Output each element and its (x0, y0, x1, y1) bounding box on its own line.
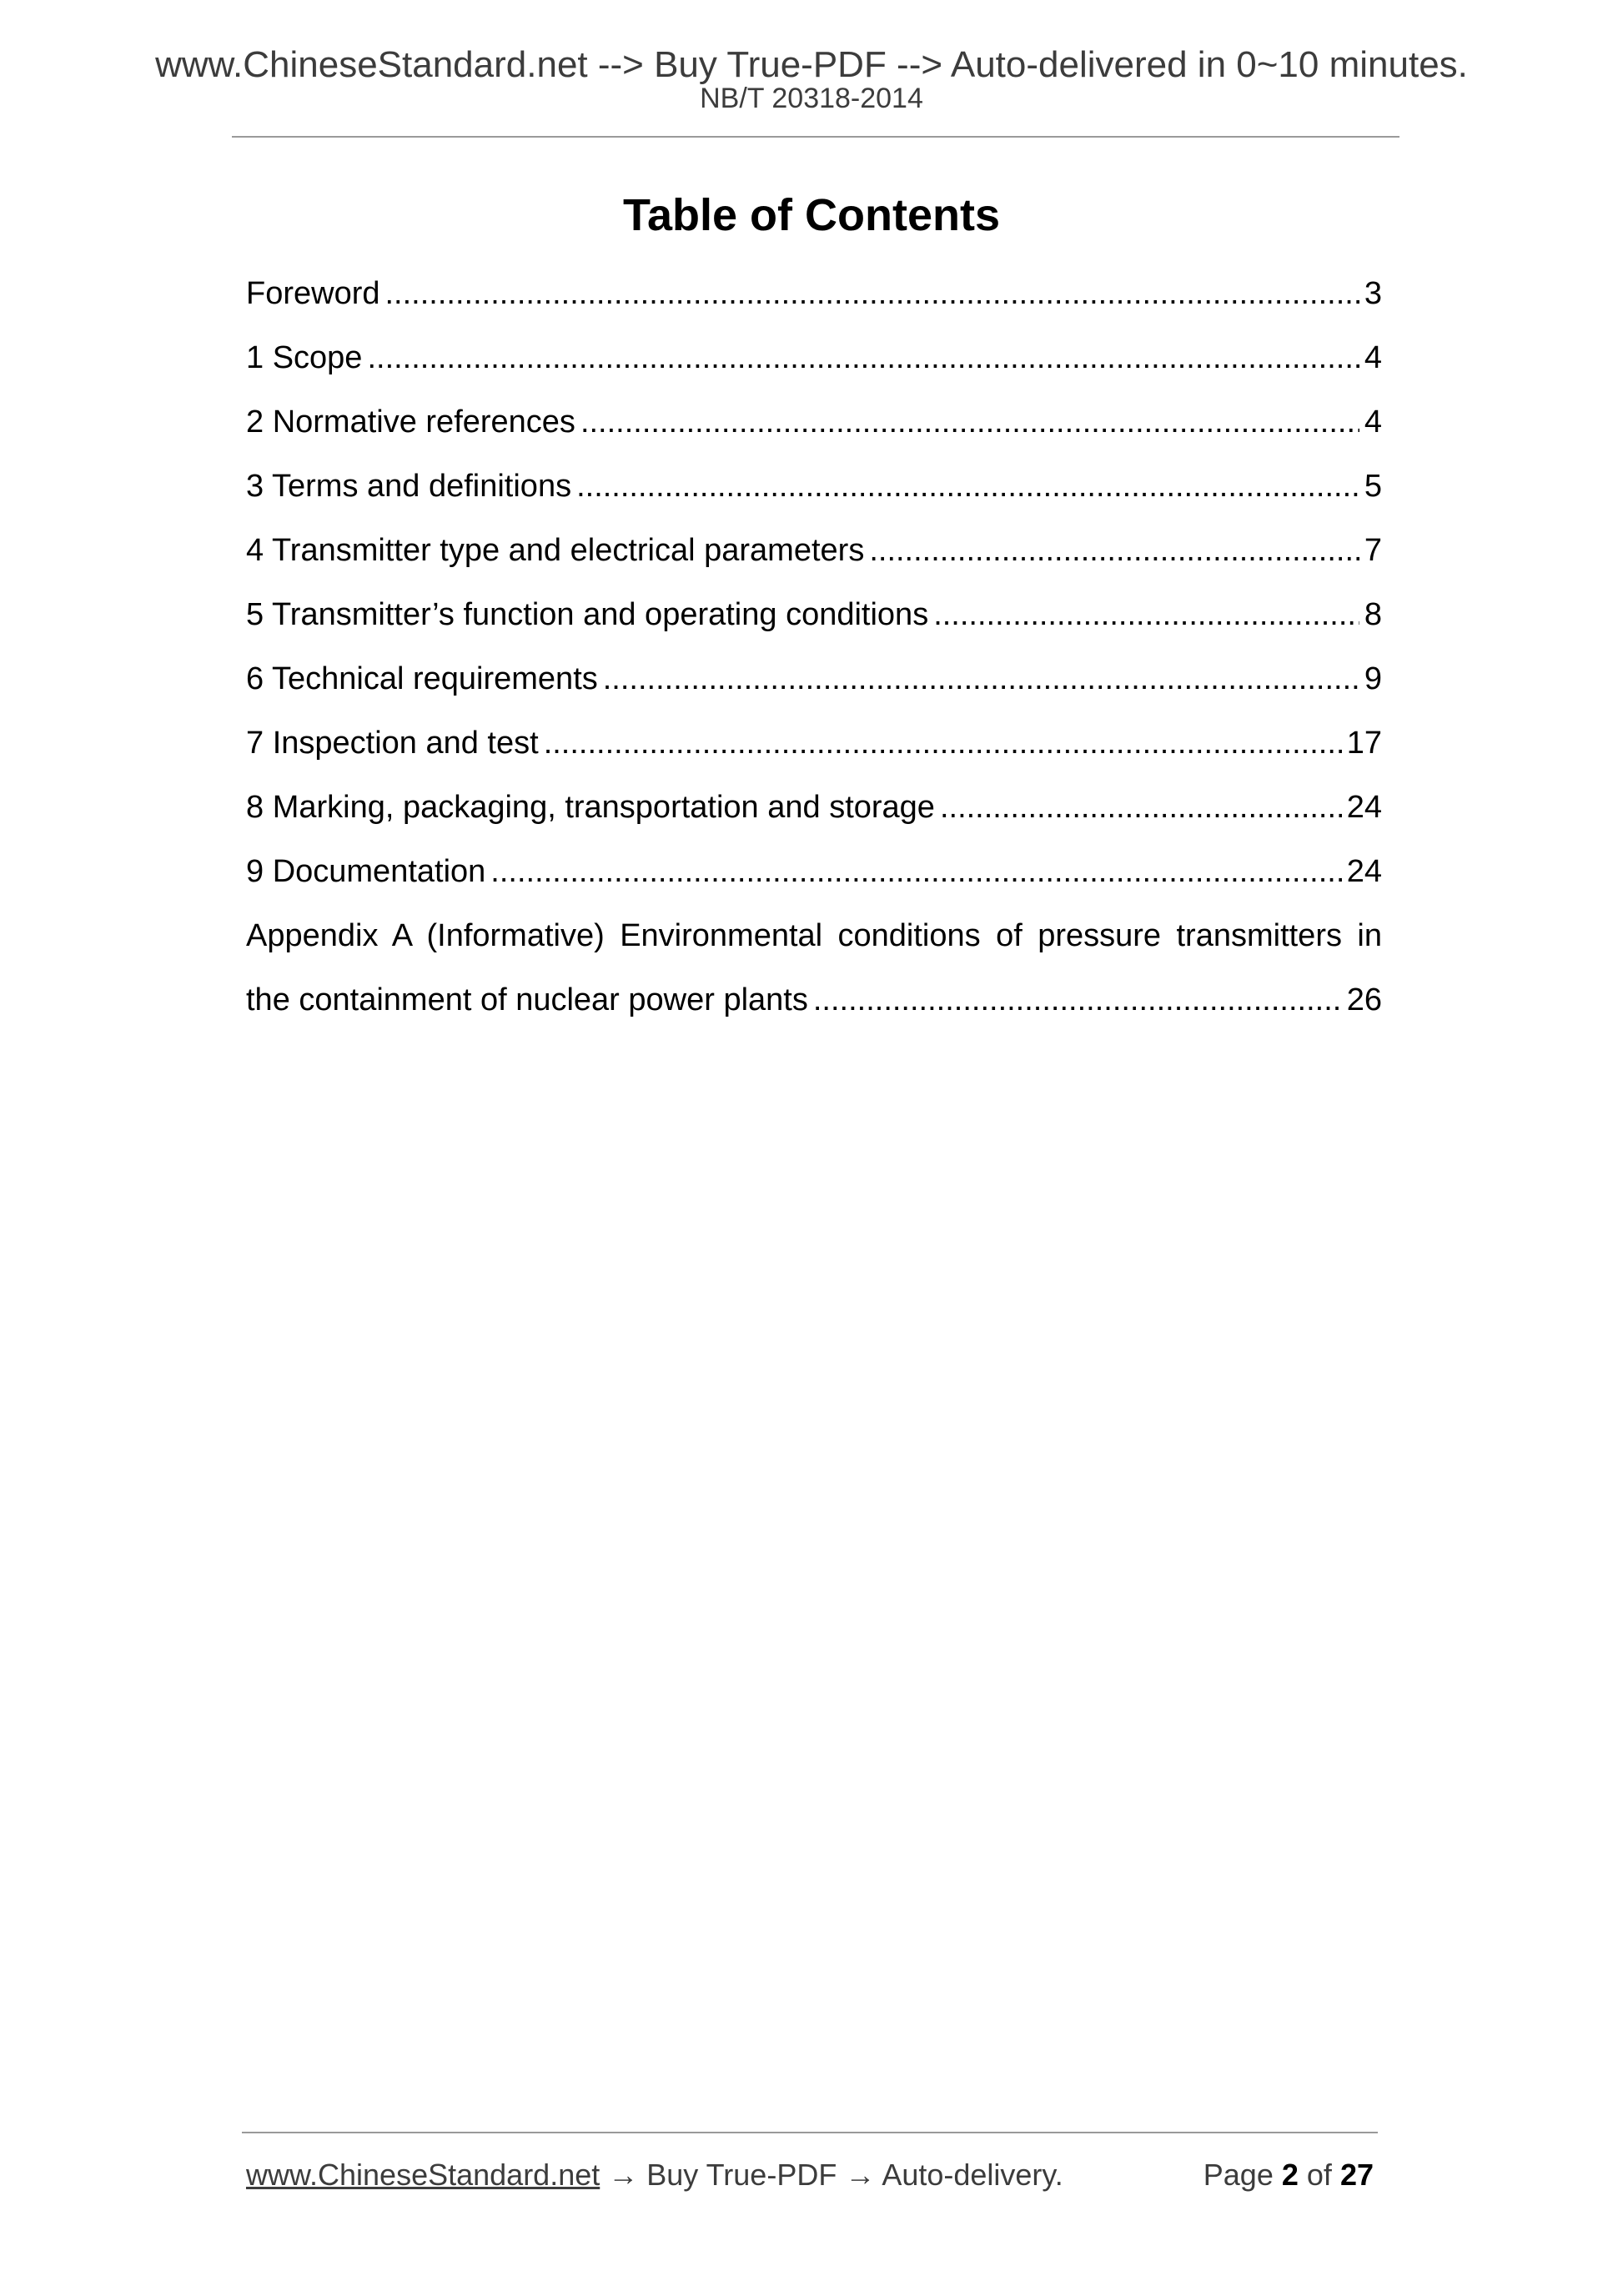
header-divider (232, 136, 1399, 138)
page-of-label: of (1306, 2158, 1332, 2192)
toc-entry-page: 4 (1364, 340, 1382, 375)
toc-dot-leader (869, 519, 1359, 583)
toc-entry-technical-requirements[interactable] (246, 647, 1382, 711)
toc-dot-leader (813, 968, 1342, 1032)
toc-entry-foreword[interactable] (246, 262, 1382, 326)
toc-entry-label: 8 Marking, packaging, transportation and storage (246, 790, 935, 825)
toc-entry-label: 6 Technical requirements (246, 661, 598, 696)
toc-dot-leader (385, 262, 1359, 326)
toc-entry-page: 9 (1364, 661, 1382, 696)
toc-entry-marking-packaging[interactable] (246, 776, 1382, 840)
footer-left (246, 2153, 1063, 2197)
toc-dot-leader (576, 455, 1359, 519)
toc-entry-label: 5 Transmitter’s function and operating conditions (246, 597, 929, 632)
page-number (1203, 2153, 1374, 2197)
toc-entry-label-line2: the containment of nuclear power plants (246, 982, 808, 1017)
toc-entry-page: 3 (1364, 276, 1382, 311)
page-footer (246, 2153, 1374, 2197)
toc-entry-inspection-and-test[interactable] (246, 711, 1382, 776)
toc-entry-label: 2 Normative references (246, 404, 575, 440)
toc-entry-label: Foreword (246, 276, 380, 311)
footer-tagline: → Buy True-PDF → Auto-delivery. (600, 2158, 1063, 2192)
document-code: NB/T 20318-2014 (700, 83, 923, 114)
toc-entry-label: 7 Inspection and test (246, 726, 539, 761)
table-of-contents (246, 262, 1382, 1032)
toc-entry-page: 24 (1346, 854, 1382, 889)
toc-entry-page: 4 (1364, 404, 1382, 440)
toc-entry-transmitter-function[interactable] (246, 583, 1382, 647)
toc-dot-leader (544, 711, 1342, 776)
toc-entry-scope[interactable] (246, 326, 1382, 390)
toc-title: Table of Contents (623, 190, 1000, 240)
toc-entry-page: 26 (1346, 982, 1382, 1017)
footer-site-link[interactable]: www.ChineseStandard.net (246, 2158, 600, 2192)
toc-entry-normative-references[interactable] (246, 390, 1382, 455)
toc-dot-leader (490, 840, 1341, 904)
page-current: 2 (1281, 2158, 1299, 2192)
toc-entry-page: 8 (1364, 597, 1382, 632)
toc-entry-page: 5 (1364, 469, 1382, 504)
toc-entry-page: 17 (1346, 726, 1382, 761)
toc-dot-leader (603, 647, 1359, 711)
toc-entry-transmitter-type[interactable] (246, 519, 1382, 583)
toc-entry-documentation[interactable] (246, 840, 1382, 904)
toc-entry-label: 9 Documentation (246, 854, 486, 889)
header-banner: www.ChineseStandard.net --> Buy True-PDF --> Auto-delivered in 0~10 minutes. (155, 44, 1468, 85)
toc-entry-page: 24 (1346, 790, 1382, 825)
page-label: Page (1203, 2158, 1274, 2192)
toc-entry-terms-and-definitions[interactable] (246, 455, 1382, 519)
toc-entry-label: 4 Transmitter type and electrical parameters (246, 533, 865, 568)
toc-entry-label-line1: Appendix A (Informative) Environmental conditions of pressure transmitters in (246, 918, 1382, 953)
toc-dot-leader (940, 776, 1342, 840)
toc-entry-page: 7 (1364, 533, 1382, 568)
page-total: 27 (1339, 2158, 1374, 2192)
toc-entry-appendix-a[interactable] (246, 904, 1382, 1032)
footer-divider (242, 2132, 1378, 2133)
toc-entry-label: 1 Scope (246, 340, 363, 375)
toc-dot-leader (367, 326, 1359, 390)
toc-entry-label: 3 Terms and definitions (246, 469, 572, 504)
toc-dot-leader (580, 390, 1359, 455)
toc-entry-appendix-a-line2 (246, 968, 1382, 1032)
toc-dot-leader (933, 583, 1359, 647)
